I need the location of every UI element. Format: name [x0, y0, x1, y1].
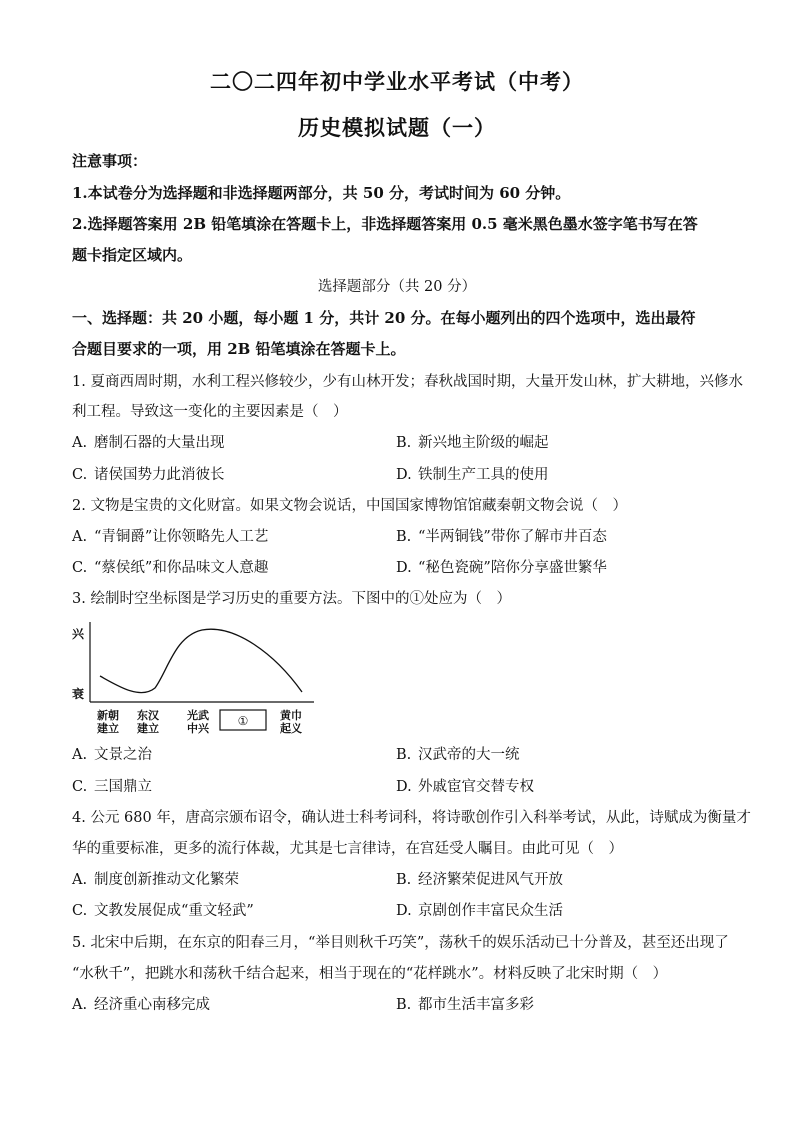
question-1-option-a[interactable]: A. 磨制石器的大量出现 [72, 435, 225, 451]
notice-item-2-line-2: 题卡指定区域内。 [72, 246, 193, 264]
label-guangwu-line1: 光武 [187, 709, 209, 722]
label-xin-line1: 新朝 [97, 709, 119, 722]
trend-curve [100, 629, 302, 692]
question-3-option-c[interactable]: C. 三国鼎立 [72, 779, 152, 795]
label-huangjin-line2: 起义 [280, 722, 302, 735]
label-donghan-line1: 东汉 [137, 709, 159, 722]
question-3-stem: 3. 绘制时空坐标图是学习历史的重要方法。下图中的①处应为（ ） [72, 591, 511, 607]
y-label-top: 兴 [72, 627, 85, 641]
notice-item-1: 1.本试卷分为选择题和非选择题两部分，共 50 分，考试时间为 60 分钟。 [72, 184, 571, 202]
question-4-option-b[interactable]: B. 经济繁荣促进风气开放 [396, 872, 563, 888]
question-5-option-a[interactable]: A. 经济重心南移完成 [72, 997, 210, 1013]
question-1-option-d[interactable]: D. 铁制生产工具的使用 [396, 467, 549, 483]
section-title: 选择题部分（共 20 分） [317, 279, 477, 295]
page-subtitle: 历史模拟试题（一） [298, 115, 496, 140]
question-5-option-b[interactable]: B. 都市生活丰富多彩 [396, 997, 534, 1013]
part-intro-line-1: 一、选择题：共 20 小题，每小题 1 分，共计 20 分。在每小题列出的四个选项中，选出最符 [72, 309, 696, 327]
question-2-option-a[interactable]: A. “青铜爵”让你领略先人工艺 [72, 529, 269, 545]
question-4-option-c[interactable]: C. 文教发展促成“重文轻武” [72, 903, 254, 919]
label-donghan-line2: 建立 [137, 722, 159, 735]
question-4-option-d[interactable]: D. 京剧创作丰富民众生活 [396, 903, 563, 919]
label-xin-line2: 建立 [97, 722, 119, 735]
question-3-option-a[interactable]: A. 文景之治 [72, 747, 152, 763]
label-guangwu-line2: 中兴 [187, 722, 209, 735]
notice-item-2-line-1: 2.选择题答案用 2B 铅笔填涂在答题卡上，非选择题答案用 0.5 毫米黑色墨水签字笔书写在答 [72, 215, 698, 233]
question-3-option-b[interactable]: B. 汉武帝的大一统 [396, 747, 520, 763]
question-2-option-c[interactable]: C. “蔡侯纸”和你品味文人意趣 [72, 560, 269, 576]
question-1-stem-line-2: 利工程。导致这一变化的主要因素是（ ） [72, 404, 348, 420]
notice-heading: 注意事项： [72, 152, 148, 170]
question-1-stem-line-1: 1. 夏商西周时期，水利工程兴修较少，少有山林开发；春秋战国时期，大量开发山林，扩大耕地，兴修水 [72, 374, 743, 390]
question-5-stem-line-2: “水秋千”，把跳水和荡秋千结合起来，相当于现在的“花样跳水”。材料反映了北宋时期（ ） [72, 966, 668, 982]
question-4-option-a[interactable]: A. 制度创新推动文化繁荣 [72, 872, 239, 888]
blank-box-mark: ① [237, 714, 249, 728]
question-4-stem-line-2: 华的重要标准，更多的流行体裁，尤其是七言律诗，在宫廷受人瞩目。由此可见（ ） [72, 841, 623, 857]
y-label-bottom: 衰 [72, 687, 85, 701]
timeline-figure [70, 614, 320, 740]
question-5-stem-line-1: 5. 北宋中后期，在东京的阳春三月，“举目则秋千巧笑”，荡秋千的娱乐活动已十分普及，甚至还出现了 [72, 935, 729, 951]
question-2-stem: 2. 文物是宝贵的文化财富。如果文物会说话，中国国家博物馆馆藏秦朝文物会说（ ） [72, 498, 627, 514]
question-1-option-b[interactable]: B. 新兴地主阶级的崛起 [396, 435, 549, 451]
question-2-option-b[interactable]: B. “半两铜钱”带你了解市井百态 [396, 529, 607, 545]
label-huangjin-line1: 黄巾 [280, 709, 302, 722]
page-title: 二〇二四年初中学业水平考试（中考） [210, 69, 584, 94]
question-2-option-d[interactable]: D. “秘色瓷碗”陪你分享盛世繁华 [396, 560, 607, 576]
question-1-option-c[interactable]: C. 诸侯国势力此消彼长 [72, 467, 225, 483]
part-intro-line-2: 合题目要求的一项，用 2B 铅笔填涂在答题卡上。 [72, 340, 406, 358]
question-4-stem-line-1: 4. 公元 680 年，唐高宗颁布诏令，确认进士科考词科，将诗歌创作引入科举考试，从此，诗赋成为衡量才 [72, 810, 751, 826]
question-3-option-d[interactable]: D. 外戚宦官交替专权 [396, 779, 534, 795]
